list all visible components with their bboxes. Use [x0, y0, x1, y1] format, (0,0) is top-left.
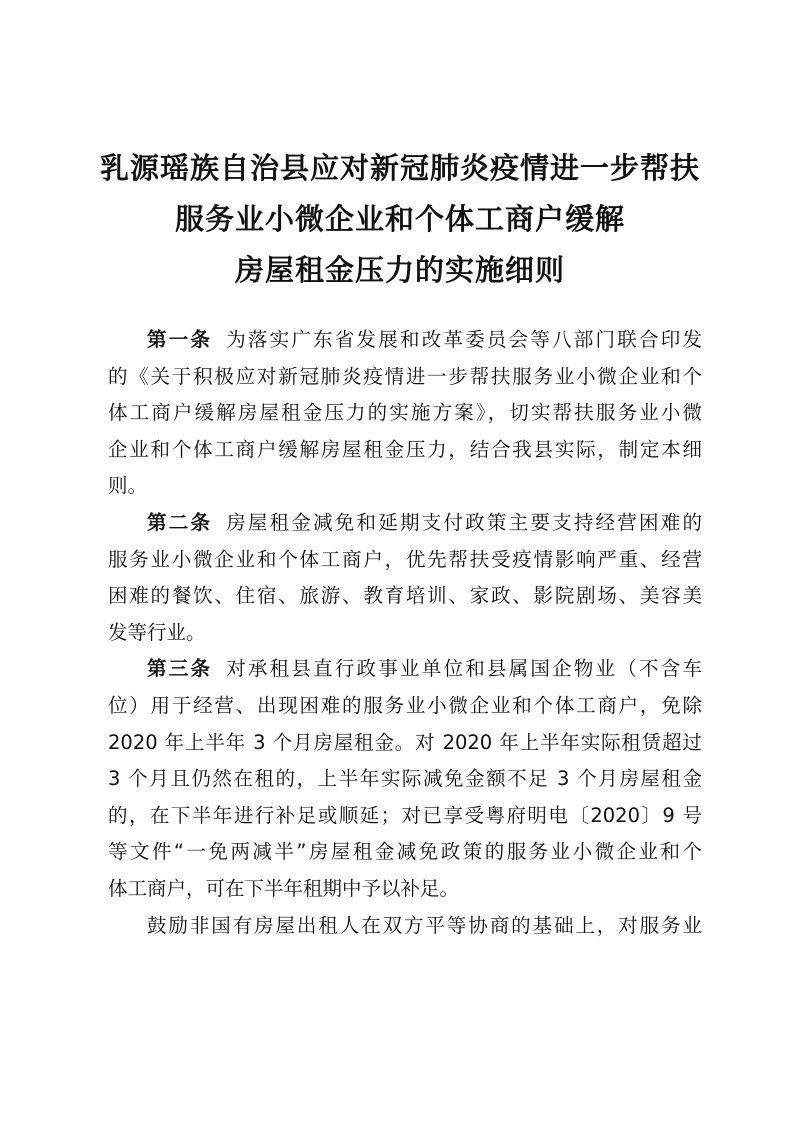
article-3 — [108, 651, 702, 907]
article-2 — [108, 505, 702, 651]
article-1-text-1: 为落实广东省发展和改革委员会等八部门联合印发 — [226, 328, 702, 351]
article-1-line-3: 体工商户缓解房屋租金压力的实施方案》，切实帮扶服务业小微 — [108, 401, 702, 425]
article-3-line-6: 等文件“一免两减半”房屋租金减免政策的服务业小微企业和个 — [108, 840, 702, 864]
trailing-paragraph — [108, 908, 702, 945]
article-2-line-2: 服务业小微企业和个体工商户，优先帮扶受疫情影响严重、经营 — [108, 547, 702, 571]
article-3-line-2: 位）用于经营、出现困难的服务业小微企业和个体工商户，免除 — [108, 693, 702, 717]
title-line-2: 服务业小微企业和个体工商户缓解 — [174, 202, 625, 236]
title-line-3: 房屋租金压力的实施细则 — [234, 253, 565, 287]
article-3-line-3: 2020 年上半年 3 个月房屋租金。对 2020 年上半年实际租赁超过 — [108, 730, 702, 754]
article-1-line-4: 企业和个体工商户缓解房屋租金压力，结合我县实际，制定本细 — [108, 437, 702, 461]
article-2-line-4: 发等行业。 — [108, 620, 206, 644]
article-3-line-5: 的，在下半年进行补足或顺延；对已享受粤府明电〔2020〕9 号 — [108, 803, 702, 827]
article-3-line-1 — [108, 651, 702, 688]
article-2-line-3: 困难的餐饮、住宿、旅游、教育培训、家政、影院剧场、美容美 — [108, 584, 702, 608]
article-2-line-1 — [108, 505, 702, 542]
document-body — [108, 322, 702, 944]
article-1 — [108, 322, 702, 505]
article-1-line-2: 的《关于积极应对新冠肺炎疫情进一步帮扶服务业小微企业和个 — [108, 364, 702, 388]
article-1-line-5: 则。 — [108, 474, 148, 498]
article-3-line-4: 3 个月且仍然在租的，上半年实际减免金额不足 3 个月房屋租金 — [108, 767, 702, 791]
title-line-1: 乳源瑶族自治县应对新冠肺炎疫情进一步帮扶 — [99, 151, 700, 185]
document-title — [60, 143, 740, 296]
trailing-paragraph-line-1: 鼓励非国有房屋出租人在双方平等协商的基础上，对服务业 — [147, 913, 702, 937]
article-2-label: 第二条 — [147, 510, 213, 534]
article-1-line-1 — [108, 322, 702, 359]
article-3-line-7: 体工商户，可在下半年租期中予以补足。 — [108, 876, 460, 900]
article-1-label: 第一条 — [147, 328, 213, 351]
article-3-text-1: 对承租县直行政事业单位和县属国企物业（不含车 — [226, 657, 702, 681]
article-2-text-1: 房屋租金减免和延期支付政策主要支持经营困难的 — [226, 510, 702, 534]
article-3-label: 第三条 — [147, 657, 213, 681]
